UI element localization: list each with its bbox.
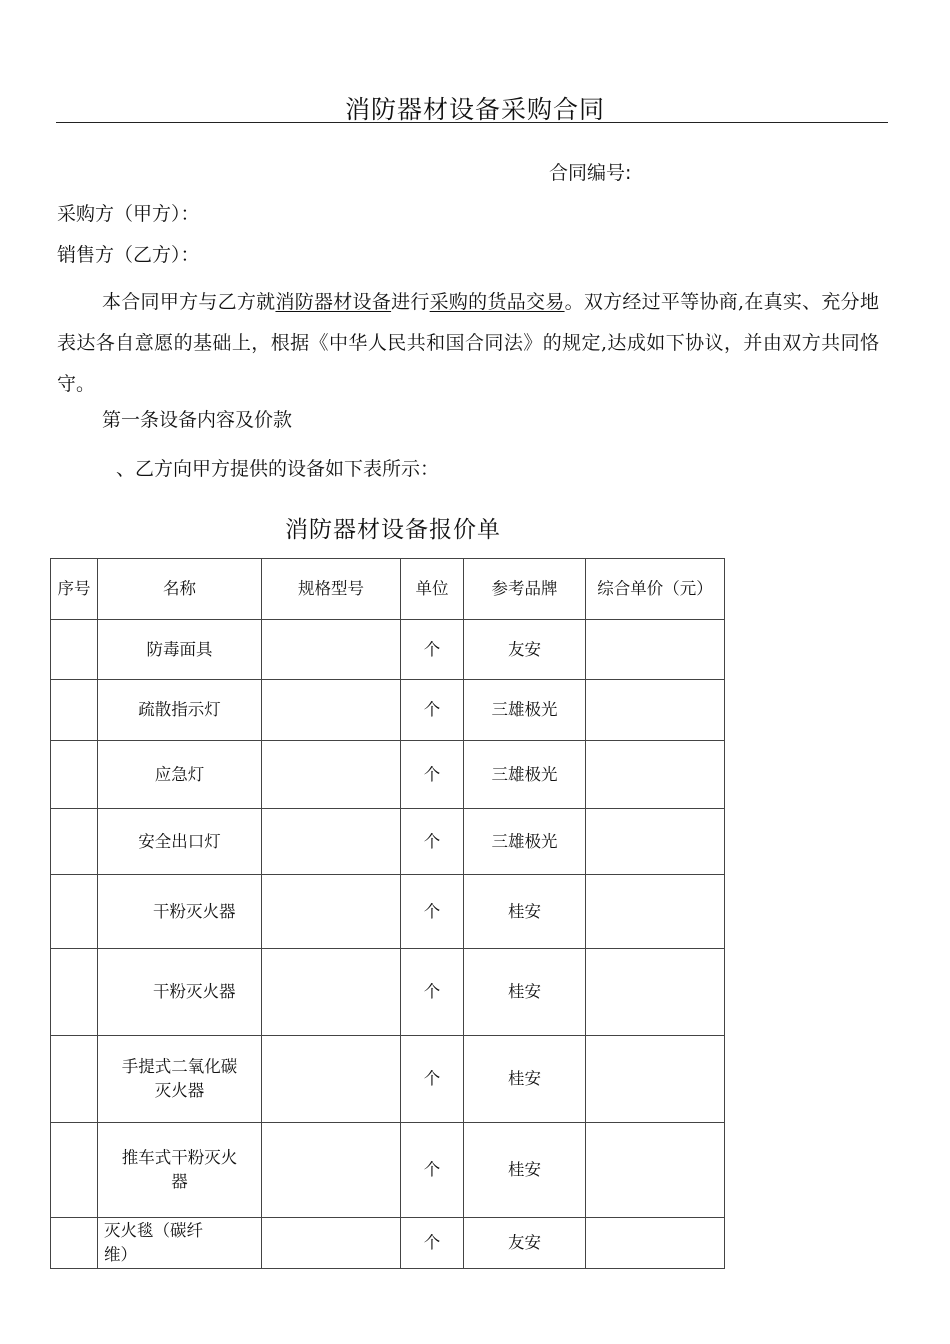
para-underlined-transaction: 采购的货品交易 xyxy=(429,291,565,313)
cell-seq xyxy=(51,809,98,875)
contract-number-label: 合同编号: xyxy=(549,162,632,184)
cell-price xyxy=(586,949,725,1036)
header-price: 综合单价（元） xyxy=(586,559,725,620)
cell-spec xyxy=(262,620,401,680)
cell-brand: 友安 xyxy=(464,620,586,680)
party-a-label: 采购方（甲方）： xyxy=(57,203,200,225)
table-row xyxy=(51,875,725,949)
cell-price xyxy=(586,741,725,809)
cell-seq xyxy=(51,875,98,949)
cell-price xyxy=(586,875,725,949)
article-heading: 第一条设备内容及价款 xyxy=(102,409,293,431)
cell-unit: 个 xyxy=(401,680,464,741)
cell-brand: 三雄极光 xyxy=(464,680,586,741)
cell-unit: 个 xyxy=(401,741,464,809)
cell-spec xyxy=(262,680,401,741)
cell-spec xyxy=(262,1218,401,1269)
table-row xyxy=(51,1218,725,1269)
cell-spec xyxy=(262,949,401,1036)
table-header-row xyxy=(51,559,725,620)
header-seq: 序号 xyxy=(51,559,98,620)
table-row xyxy=(51,1036,725,1123)
cell-name: 干粉灭火器 xyxy=(98,875,262,949)
cell-brand: 桂安 xyxy=(464,949,586,1036)
table-row xyxy=(51,949,725,1036)
table-row xyxy=(51,741,725,809)
quote-table xyxy=(50,558,725,1269)
cell-spec xyxy=(262,875,401,949)
para-text-3: 。双方经过平等协商,在真实、充分地表达各自意愿的基础上，根据《中华人民共和国合同法》的规定,达成如下协议，并由双方共同恪守。 xyxy=(57,291,879,395)
para-underlined-goods: 消防器材设备 xyxy=(275,291,392,313)
cell-seq xyxy=(51,1218,98,1269)
cell-brand: 三雄极光 xyxy=(464,741,586,809)
cell-brand: 桂安 xyxy=(464,875,586,949)
header-name: 名称 xyxy=(98,559,262,620)
header-unit: 单位 xyxy=(401,559,464,620)
cell-spec xyxy=(262,1123,401,1218)
cell-name: 推车式干粉灭火器 xyxy=(98,1123,262,1218)
para-text-2: 进行 xyxy=(391,291,430,313)
cell-unit: 个 xyxy=(401,875,464,949)
para-text-1: 本合同甲方与乙方就 xyxy=(102,291,276,313)
cell-seq xyxy=(51,620,98,680)
cell-unit: 个 xyxy=(401,809,464,875)
cell-seq xyxy=(51,1123,98,1218)
cell-spec xyxy=(262,1036,401,1123)
cell-unit: 个 xyxy=(401,1218,464,1269)
party-b-label: 销售方（乙方）： xyxy=(57,244,200,266)
cell-price xyxy=(586,1036,725,1123)
cell-name: 干粉灭火器 xyxy=(98,949,262,1036)
cell-seq xyxy=(51,741,98,809)
table-row xyxy=(51,1123,725,1218)
cell-brand: 桂安 xyxy=(464,1123,586,1218)
table-title: 消防器材设备报价单 xyxy=(285,517,501,543)
cell-unit: 个 xyxy=(401,620,464,680)
title-underline xyxy=(56,122,888,123)
cell-price xyxy=(586,620,725,680)
list-intro: 、乙方向甲方提供的设备如下表所示： xyxy=(116,458,440,480)
table-row xyxy=(51,680,725,741)
header-spec: 规格型号 xyxy=(262,559,401,620)
cell-name: 安全出口灯 xyxy=(98,809,262,875)
cell-price xyxy=(586,680,725,741)
cell-spec xyxy=(262,741,401,809)
cell-seq xyxy=(51,680,98,741)
cell-name: 疏散指示灯 xyxy=(98,680,262,741)
cell-unit: 个 xyxy=(401,1036,464,1123)
cell-price xyxy=(586,1218,725,1269)
cell-brand: 友安 xyxy=(464,1218,586,1269)
cell-spec xyxy=(262,809,401,875)
cell-seq xyxy=(51,1036,98,1123)
table-row xyxy=(51,620,725,680)
cell-brand: 桂安 xyxy=(464,1036,586,1123)
intro-paragraph xyxy=(57,282,879,405)
cell-price xyxy=(586,809,725,875)
cell-name: 手提式二氧化碳灭火器 xyxy=(98,1036,262,1123)
header-brand: 参考品牌 xyxy=(464,559,586,620)
cell-name: 灭火毯（碳纤维） xyxy=(98,1218,262,1269)
cell-price xyxy=(586,1123,725,1218)
cell-name: 防毒面具 xyxy=(98,620,262,680)
cell-name: 应急灯 xyxy=(98,741,262,809)
cell-seq xyxy=(51,949,98,1036)
cell-brand: 三雄极光 xyxy=(464,809,586,875)
cell-unit: 个 xyxy=(401,949,464,1036)
table-row xyxy=(51,809,725,875)
cell-unit: 个 xyxy=(401,1123,464,1218)
document-title: 消防器材设备采购合同 xyxy=(344,95,605,124)
